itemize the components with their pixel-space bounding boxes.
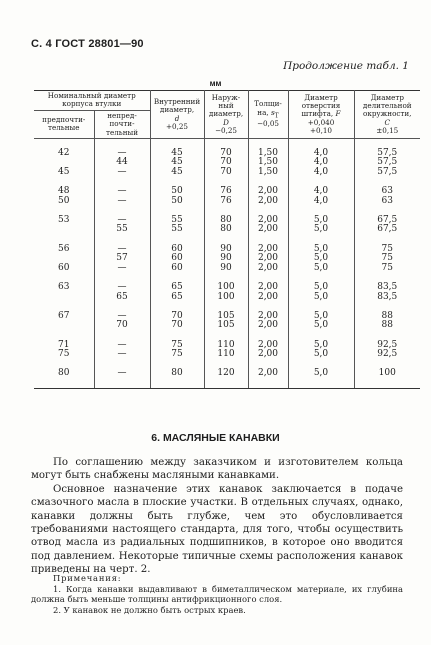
- spacer-cell: [204, 379, 248, 389]
- page-header: С. 4 ГОСТ 28801—90: [31, 38, 144, 50]
- table-cell: 60: [150, 245, 204, 255]
- dimensions-table: [34, 90, 420, 389]
- table-cell: 55: [150, 216, 204, 226]
- table-spacer-row: [34, 379, 420, 389]
- table-cell: 57,5: [354, 149, 420, 159]
- spacer-cell: [150, 379, 204, 389]
- table-cell: 70: [150, 312, 204, 322]
- table-unit: мм: [209, 79, 222, 88]
- notes: [31, 573, 403, 615]
- table-cell: 1,50: [248, 149, 288, 159]
- table-cell: 5,0: [288, 254, 354, 264]
- table-cell: 110: [204, 350, 248, 360]
- table-cell: 2,00: [248, 187, 288, 197]
- table-cell: [34, 321, 94, 331]
- table-cell: —: [94, 350, 150, 360]
- table-cell: 65: [150, 293, 204, 303]
- table-cell: 76: [204, 197, 248, 207]
- table-cell: —: [94, 149, 150, 159]
- table-cell: 2,00: [248, 197, 288, 207]
- table-cell: 55: [94, 225, 150, 235]
- table-cell: 5,0: [288, 216, 354, 226]
- table-cell: 60: [34, 264, 94, 274]
- table-cell: 2,00: [248, 264, 288, 274]
- spacer-cell: [34, 379, 94, 389]
- table-row: [34, 321, 420, 331]
- table-cell: 5,0: [288, 312, 354, 322]
- table-cell: 45: [150, 168, 204, 178]
- table-cell: 60: [150, 264, 204, 274]
- table-cell: 120: [204, 369, 248, 379]
- table-cell: 88: [354, 312, 420, 322]
- table-cell: —: [94, 312, 150, 322]
- table-cell: 70: [150, 321, 204, 331]
- table-cell: 4,0: [288, 168, 354, 178]
- table-cell: —: [94, 245, 150, 255]
- header-thickness: Толщи-на, $s_T$ −0,05: [248, 91, 288, 139]
- table-cell: 76: [204, 187, 248, 197]
- table-cell: —: [94, 216, 150, 226]
- table-cell: 2,00: [248, 216, 288, 226]
- table-cell: 110: [204, 341, 248, 351]
- table-cell: 75: [150, 350, 204, 360]
- notes-title: Примечания:: [53, 573, 122, 583]
- table-cell: 50: [34, 197, 94, 207]
- spacer-cell: [94, 379, 150, 389]
- table-row: [34, 225, 420, 235]
- table-cell: 63: [34, 283, 94, 293]
- paragraph-2: Основное назначение этих канавок заключается в подаче смазочного масла в плоские участки. В отдельных случаях, однако, канавки должны быть глубже, чем это обусловливается требованиями настоящего стандарта, для того, чтобы осуществить отвод масла из радиальных подшипников, в которое оно вводится под давлением. Некоторые типичные схемы расположения канавок приведены на черт. 2.: [31, 483, 403, 576]
- table-cell: 100: [204, 293, 248, 303]
- header-nominal-diameter: Номинальный диаметр корпуса втулки: [34, 91, 150, 111]
- table-cell: 83,5: [354, 293, 420, 303]
- header-inner-diameter: Внутренний диаметр, d +0,25: [150, 91, 204, 139]
- header-nonpreferred: непред-почти-тельный: [94, 110, 150, 138]
- table-cell: 67,5: [354, 225, 420, 235]
- table-cell: 80: [34, 369, 94, 379]
- table-cell: 57: [94, 254, 150, 264]
- paragraph-1: По соглашению между заказчиком и изготовителем кольца могут быть снабжены масляными канавками.: [31, 457, 403, 482]
- table-cell: 2,00: [248, 321, 288, 331]
- table-cell: —: [94, 283, 150, 293]
- table-cell: 45: [150, 158, 204, 168]
- table-cell: 4,0: [288, 187, 354, 197]
- table-cell: 2,00: [248, 293, 288, 303]
- table-cell: 5,0: [288, 225, 354, 235]
- table-row: [34, 350, 420, 360]
- table-cell: [34, 293, 94, 303]
- table-cell: 70: [94, 321, 150, 331]
- table-cell: 5,0: [288, 350, 354, 360]
- table-cell: 90: [204, 254, 248, 264]
- table-cell: 44: [94, 158, 150, 168]
- table-cell: 2,00: [248, 245, 288, 255]
- table-cell: 60: [150, 254, 204, 264]
- table-cell: 90: [204, 264, 248, 274]
- table-cell: 65: [94, 293, 150, 303]
- table-cell: 5,0: [288, 245, 354, 255]
- section-title: 6. МАСЛЯНЫЕ КАНАВКИ: [151, 432, 280, 444]
- table-cell: 80: [150, 369, 204, 379]
- table-row: [34, 293, 420, 303]
- table-cell: 2,00: [248, 225, 288, 235]
- table-cell: 75: [354, 264, 420, 274]
- table-cell: 1,50: [248, 168, 288, 178]
- table-cell: 4,0: [288, 197, 354, 207]
- table-cell: 5,0: [288, 293, 354, 303]
- table-cell: 70: [204, 158, 248, 168]
- table-cell: 75: [354, 254, 420, 264]
- table-cell: 105: [204, 312, 248, 322]
- table-cell: 100: [354, 369, 420, 379]
- table-cell: 4,0: [288, 149, 354, 159]
- table-cell: 63: [354, 197, 420, 207]
- table-cell: 2,00: [248, 283, 288, 293]
- table-cell: 67: [34, 312, 94, 322]
- table-cell: 45: [34, 168, 94, 178]
- table-cell: 75: [150, 341, 204, 351]
- note-1: 1. Когда канавки выдавливают в биметаллическом материале, их глубина должна быть меньше толщины антифрикционного слоя.: [31, 583, 403, 605]
- table-cell: 5,0: [288, 369, 354, 379]
- table-cell: 5,0: [288, 283, 354, 293]
- table-cell: 71: [34, 341, 94, 351]
- table-cell: 2,00: [248, 341, 288, 351]
- table-cell: 75: [34, 350, 94, 360]
- table-cell: [34, 225, 94, 235]
- table-cell: 5,0: [288, 321, 354, 331]
- table-cell: 105: [204, 321, 248, 331]
- table-row: [34, 369, 420, 379]
- header-pin-hole-diameter: Диаметр отверстия штифта, F +0,040 +0,10: [288, 91, 354, 139]
- table-cell: 83,5: [354, 283, 420, 293]
- table-cell: —: [94, 341, 150, 351]
- table-cell: 57,5: [354, 168, 420, 178]
- table-cell: 2,00: [248, 254, 288, 264]
- table-cell: 53: [34, 216, 94, 226]
- spacer-cell: [354, 379, 420, 389]
- note-2: 2. У канавок не должно быть острых краев.: [53, 604, 246, 615]
- table-cell: 2,00: [248, 312, 288, 322]
- table-cell: 2,00: [248, 350, 288, 360]
- table-cell: 57,5: [354, 158, 420, 168]
- table-cell: 5,0: [288, 341, 354, 351]
- table-cell: 63: [354, 187, 420, 197]
- table-cell: 50: [150, 187, 204, 197]
- table-cell: 1,50: [248, 158, 288, 168]
- table-cell: 55: [150, 225, 204, 235]
- table-cell: 92,5: [354, 350, 420, 360]
- table-cell: —: [94, 187, 150, 197]
- table-cell: 4,0: [288, 158, 354, 168]
- table-cell: 56: [34, 245, 94, 255]
- table-cell: 70: [204, 149, 248, 159]
- table-cell: 67,5: [354, 216, 420, 226]
- table-cell: 90: [204, 245, 248, 255]
- table-continuation-label: Продолжение табл. 1: [283, 60, 409, 72]
- table-cell: 65: [150, 283, 204, 293]
- table-row: [34, 197, 420, 207]
- table-cell: 88: [354, 321, 420, 331]
- table-row: [34, 264, 420, 274]
- table-cell: 80: [204, 225, 248, 235]
- table-cell: 80: [204, 216, 248, 226]
- table-cell: 100: [204, 283, 248, 293]
- table-cell: 42: [34, 149, 94, 159]
- table-cell: 92,5: [354, 341, 420, 351]
- table-cell: —: [94, 264, 150, 274]
- table-cell: 2,00: [248, 369, 288, 379]
- spacer-cell: [288, 379, 354, 389]
- table-row: [34, 168, 420, 178]
- table-cell: 48: [34, 187, 94, 197]
- table-cell: —: [94, 168, 150, 178]
- table-body: [34, 139, 420, 389]
- table-cell: 50: [150, 197, 204, 207]
- header-pitch-circle-diameter: Диаметр делительной окружности, C ±0,15: [354, 91, 420, 139]
- table-cell: 70: [204, 168, 248, 178]
- header-outer-diameter: Наруж-ный диаметр, D −0,25: [204, 91, 248, 139]
- spacer-cell: [248, 379, 288, 389]
- table-cell: 45: [150, 149, 204, 159]
- table-cell: 5,0: [288, 264, 354, 274]
- table-cell: —: [94, 369, 150, 379]
- table-cell: 75: [354, 245, 420, 255]
- table-cell: —: [94, 197, 150, 207]
- header-preferred: предпочти-тельные: [34, 110, 94, 138]
- section-body: [31, 456, 403, 577]
